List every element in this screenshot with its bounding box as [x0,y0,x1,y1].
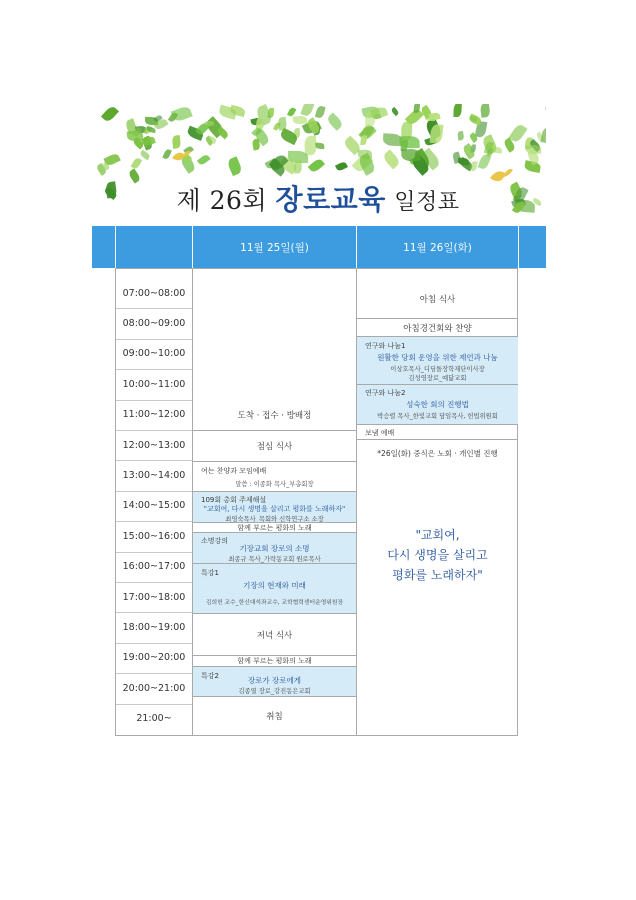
day1-dinner [193,613,356,655]
header-right-cell [519,226,546,268]
header-divider [518,226,519,268]
study2-sub: 박승렬 목사_한빛교회 담임목사, 헌법위원회 [377,413,498,420]
breakfast-text: 아침 식사 [419,295,456,305]
time-divider [116,460,192,461]
study1-main: 원활한 당회 운영을 위한 제언과 나눔 [377,353,498,362]
sleep-text: 취침 [266,712,283,722]
title-suffix: 일정표 [394,190,460,215]
leaf-icon [360,135,367,145]
sending-text: 보냄 예배 [365,429,395,437]
special1-label: 특강1 [201,569,219,577]
song1-text: 함께 부르는 평화의 노래 [237,523,312,532]
header-divider [192,226,193,268]
leaf-icon [382,149,401,169]
header-divider [356,226,357,268]
leaf-icon [454,104,463,117]
day1-song2 [193,655,356,666]
study1-label: 연구와 나눔1 [365,342,406,350]
special2-label: 특강2 [201,672,219,680]
time-divider [116,643,192,644]
slogan-line2: 다시 생명을 살리고 [387,548,488,562]
special1-main: 기장의 현재와 미래 [243,581,306,590]
leaf-icon [315,105,325,119]
header-day2 [357,226,518,268]
header-time-cell [92,226,192,268]
leaf-icon [326,113,344,131]
time-divider [116,430,192,431]
time-divider [116,673,192,674]
time-slot: 18:00~19:00 [122,622,186,634]
leaf-icon [544,104,546,116]
leaf-icon [172,135,181,149]
header-day1-label: 11월 25일(월) [240,241,309,254]
day2-free [357,439,518,735]
time-slot: 16:00~17:00 [122,561,186,573]
title-accent: 장로교육 [275,183,386,216]
opening-sub: 말씀 : 이종화 목사_부총회장 [235,481,314,488]
header-divider [115,226,116,268]
time-slot: 13:00~14:00 [122,470,186,482]
time-slot: 12:00~13:00 [122,439,186,451]
header-day1 [193,226,356,268]
leaf-icon [197,153,211,166]
time-slot: 14:00~15:00 [122,500,186,512]
day1-sleep [193,696,356,735]
day1-general-theme [193,491,356,522]
leaf-icon [429,112,441,121]
time-slot: 11:00~12:00 [122,409,186,421]
day2-study1 [357,336,518,384]
day2-morning-worship [357,318,518,336]
time-slot: 19:00~20:00 [122,652,186,664]
leaf-icon [101,105,119,124]
special1-sub: 김희헌 교수_한신대석좌교수, 교학협력센터운영위원장 [205,600,344,606]
leaf-icon [287,106,296,117]
title-prefix: 제 26회 [176,186,268,215]
header-day2-label: 11월 26일(화) [403,241,472,254]
leaf-icon [126,130,143,141]
lunch-note: *26일(화) 중식은 노회 · 개인별 진행 [377,449,498,458]
time-divider [116,400,192,401]
time-slot: 09:00~10:00 [122,348,186,360]
slogan [357,525,518,585]
day1-arrival [193,400,356,430]
time-divider [116,582,192,583]
day1-lunch [193,430,356,461]
day2-sending-worship [357,424,518,439]
leaf-icon [226,156,242,176]
bird-left-icon [170,148,192,164]
leaf-icon [293,160,302,174]
leaf-icon [358,150,373,160]
day1-lecture-small [193,532,356,563]
time-divider [116,491,192,492]
time-slot: 10:00~11:00 [122,378,186,390]
time-divider [116,308,192,309]
special2-sub: 김종열 장로_강진동은교회 [238,688,311,695]
slogan-line1: "교회여, [415,528,460,542]
leaf-icon [480,104,491,118]
time-slot: 20:00~21:00 [122,682,186,694]
time-divider [116,552,192,553]
page-title [0,178,636,218]
day2-study2 [357,384,518,424]
leaf-icon [308,158,325,175]
slogan-line3: 평화를 노래하자" [392,568,483,582]
study1-sub2: 김성영장로_예닮교회 [408,375,467,382]
day1-special2 [193,666,356,696]
leaf-icon [277,117,287,131]
leaf-icon [391,107,400,116]
lecture-small-sub: 최종규 목사_가락동교회 원로목사 [228,556,321,563]
morning-text: 아침경건회와 찬양 [403,323,472,334]
study1-sub1: 이상호목사_디딤돌장학재단이사장 [390,366,485,373]
lecture-small-label: 소명강의 [201,537,229,545]
time-slot: 21:00~ [136,713,172,725]
study2-main: 성숙한 회의 진행법 [406,400,469,409]
day2-breakfast [357,280,518,318]
leaf-icon [541,127,546,143]
time-divider [116,521,192,522]
special2-main: 장로가 장로에게 [247,676,302,685]
leaf-icon [335,161,348,172]
leaf-icon [457,131,464,141]
leaf-icon [400,136,420,148]
dinner-text: 저녁 식사 [256,630,293,641]
general-main: "교회여, 다시 생명을 살리고 평화를 노래하자" [203,505,346,513]
day1-lunch-text: 점심 식사 [256,442,293,452]
leaf-icon [216,126,230,139]
time-slot: 17:00~18:00 [122,591,186,603]
opening-label: 여는 찬양과 모임예배 [201,467,267,475]
day1-song1 [193,522,356,532]
time-slot: 15:00~16:00 [122,530,186,542]
time-slot: 07:00~08:00 [122,287,186,299]
day1-arrival-text: 도착 · 접수 · 방배정 [237,411,312,421]
general-sub: 최영숙목사_목회와 신학연구소 소장 [225,516,324,523]
study2-label: 연구와 나눔2 [365,389,406,397]
leaf-icon [430,123,444,143]
time-divider [116,369,192,370]
time-divider [116,612,192,613]
time-slot: 08:00~09:00 [122,318,186,330]
general-label: 109회 총회 주제해설 [201,496,267,504]
day1-opening-worship [193,461,356,491]
lecture-small-main: 기장교회 장로의 소명 [239,544,310,553]
leaf-icon [401,149,421,162]
leaf-icon [452,151,462,164]
leaf-icon [470,161,478,172]
time-divider [116,339,192,340]
song2-text: 함께 부르는 평화의 노래 [237,657,312,665]
leaf-icon [130,157,141,170]
time-divider [116,704,192,705]
day1-special1 [193,563,356,613]
